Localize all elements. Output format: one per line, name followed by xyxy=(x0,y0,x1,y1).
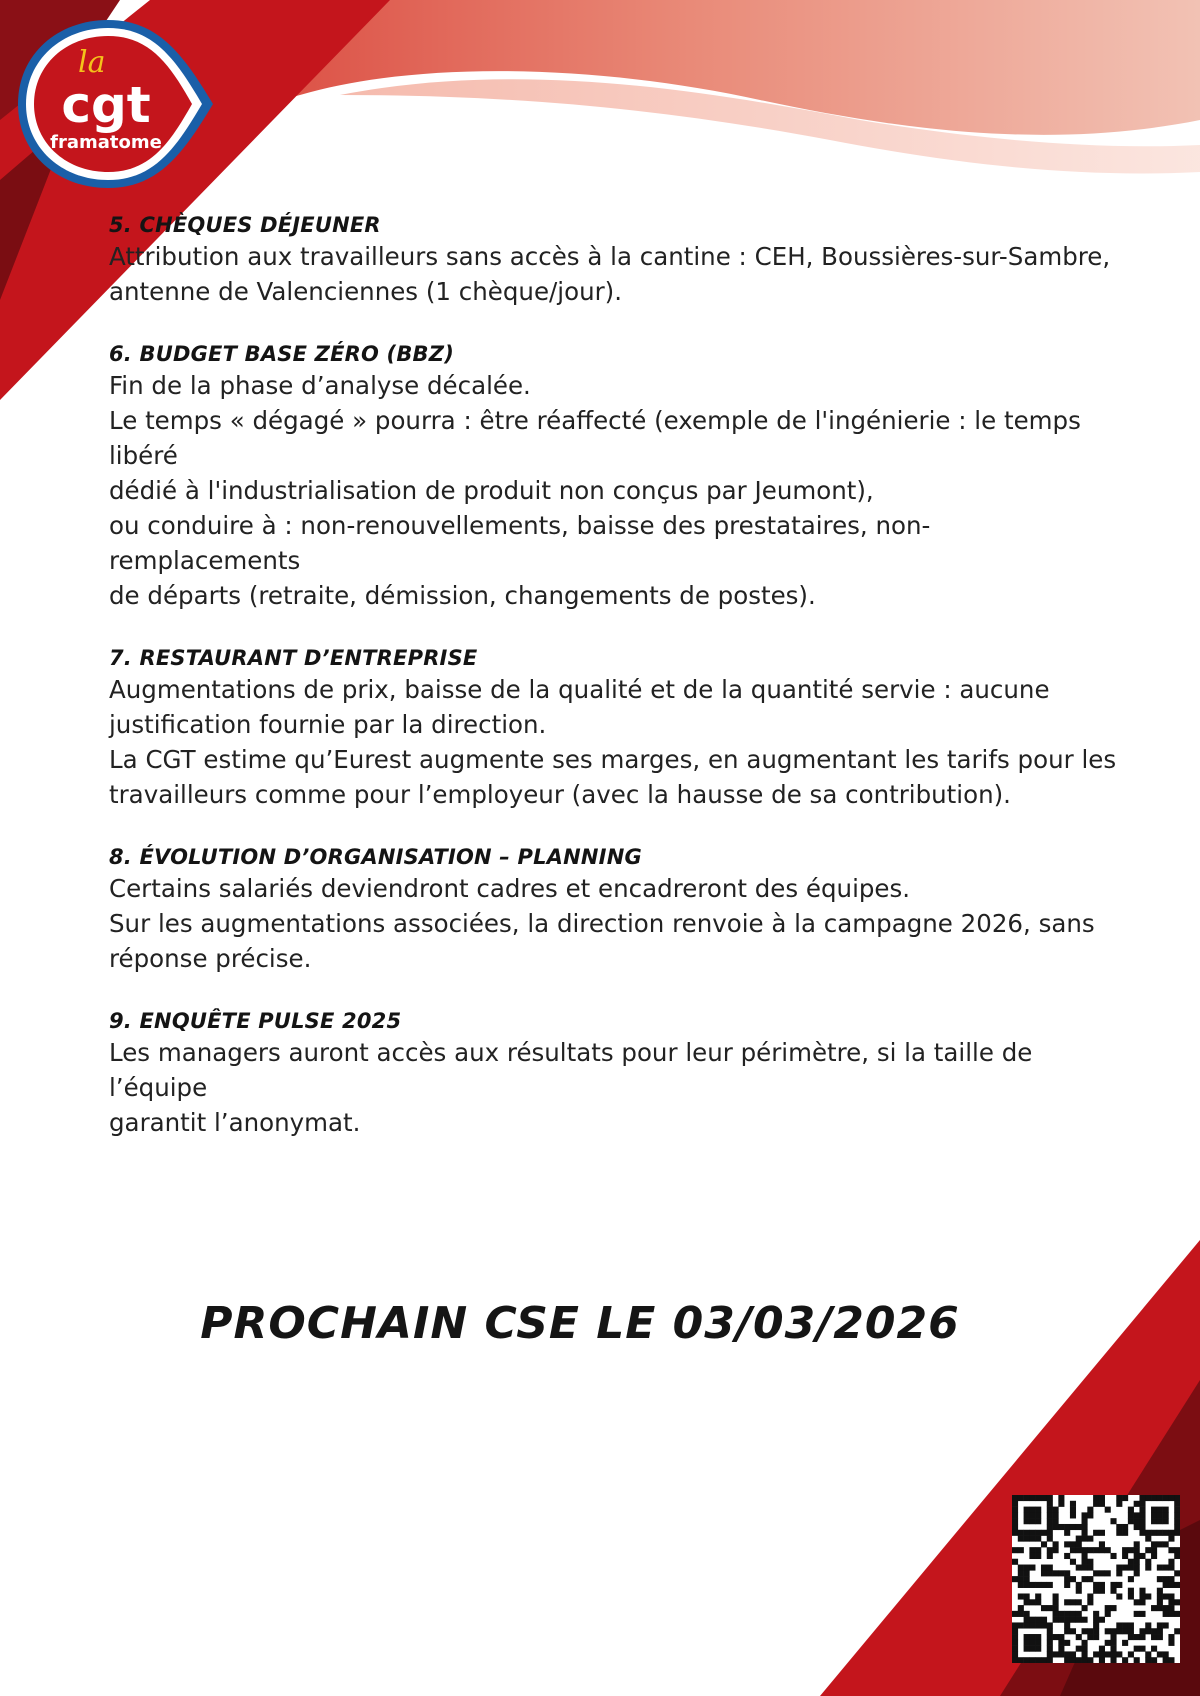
section-line: Certains salariés deviendront cadres et encadreront des équipes. xyxy=(109,874,911,903)
section-line: La CGT estime qu’Eurest augmente ses marges, en augmentant les tarifs pour les xyxy=(109,745,1117,774)
section-line: dédié à l'industrialisation de produit non conçus par Jeumont), xyxy=(109,476,874,505)
section-title: 6. BUDGET BASE ZÉRO (BBZ) xyxy=(109,342,454,366)
logo-main: cgt xyxy=(61,76,151,134)
next-cse-announcement: PROCHAIN CSE LE 03/03/2026 xyxy=(200,1298,960,1349)
section-line: Fin de la phase d’analyse décalée. xyxy=(109,371,531,400)
section-title: 7. RESTAURANT D’ENTREPRISE xyxy=(109,646,478,670)
section-line: Attribution aux travailleurs sans accès à la cantine : CEH, Boussières-sur-Sambre, xyxy=(109,242,1111,271)
section-line: justification fournie par la direction. xyxy=(109,710,547,739)
section-line: réponse précise. xyxy=(109,944,312,973)
section-line: Augmentations de prix, baisse de la qualité et de la quantité servie : aucune xyxy=(109,675,1050,704)
section-title: 9. ENQUÊTE PULSE 2025 xyxy=(109,1009,402,1033)
section-line: Sur les augmentations associées, la direction renvoie à la campagne 2026, sans xyxy=(109,909,1095,938)
section-body xyxy=(109,239,1119,309)
section-line: garantit l’anonymat. xyxy=(109,1108,361,1137)
section-line: antenne de Valenciennes (1 chèque/jour). xyxy=(109,277,623,306)
section-body xyxy=(109,672,1119,812)
section-body xyxy=(109,871,1119,976)
section-line: ou conduire à : non-renouvellements, baisse des prestataires, non-remplacements xyxy=(109,511,931,575)
section-5 xyxy=(109,213,1119,309)
logo-sub: framatome xyxy=(50,132,162,153)
section-6 xyxy=(109,342,1119,613)
qr-code xyxy=(1012,1495,1180,1663)
section-7 xyxy=(109,646,1119,812)
report-content xyxy=(109,213,1119,1173)
section-title: 8. ÉVOLUTION D’ORGANISATION – PLANNING xyxy=(109,845,642,869)
section-line: Les managers auront accès aux résultats pour leur périmètre, si la taille de l’équipe xyxy=(109,1038,1033,1102)
section-line: travailleurs comme pour l’employeur (avec la hausse de sa contribution). xyxy=(109,780,1011,809)
cgt-logo xyxy=(8,14,218,194)
section-title: 5. CHÈQUES DÉJEUNER xyxy=(109,213,381,237)
section-body xyxy=(109,1035,1119,1140)
section-line: de départs (retraite, démission, changements de postes). xyxy=(109,581,816,610)
section-9 xyxy=(109,1009,1119,1140)
section-line: Le temps « dégagé » pourra : être réaffecté (exemple de l'ingénierie : le temps libéré xyxy=(109,406,1081,470)
section-8 xyxy=(109,845,1119,976)
logo-script: la xyxy=(78,45,106,80)
section-body xyxy=(109,368,1119,613)
